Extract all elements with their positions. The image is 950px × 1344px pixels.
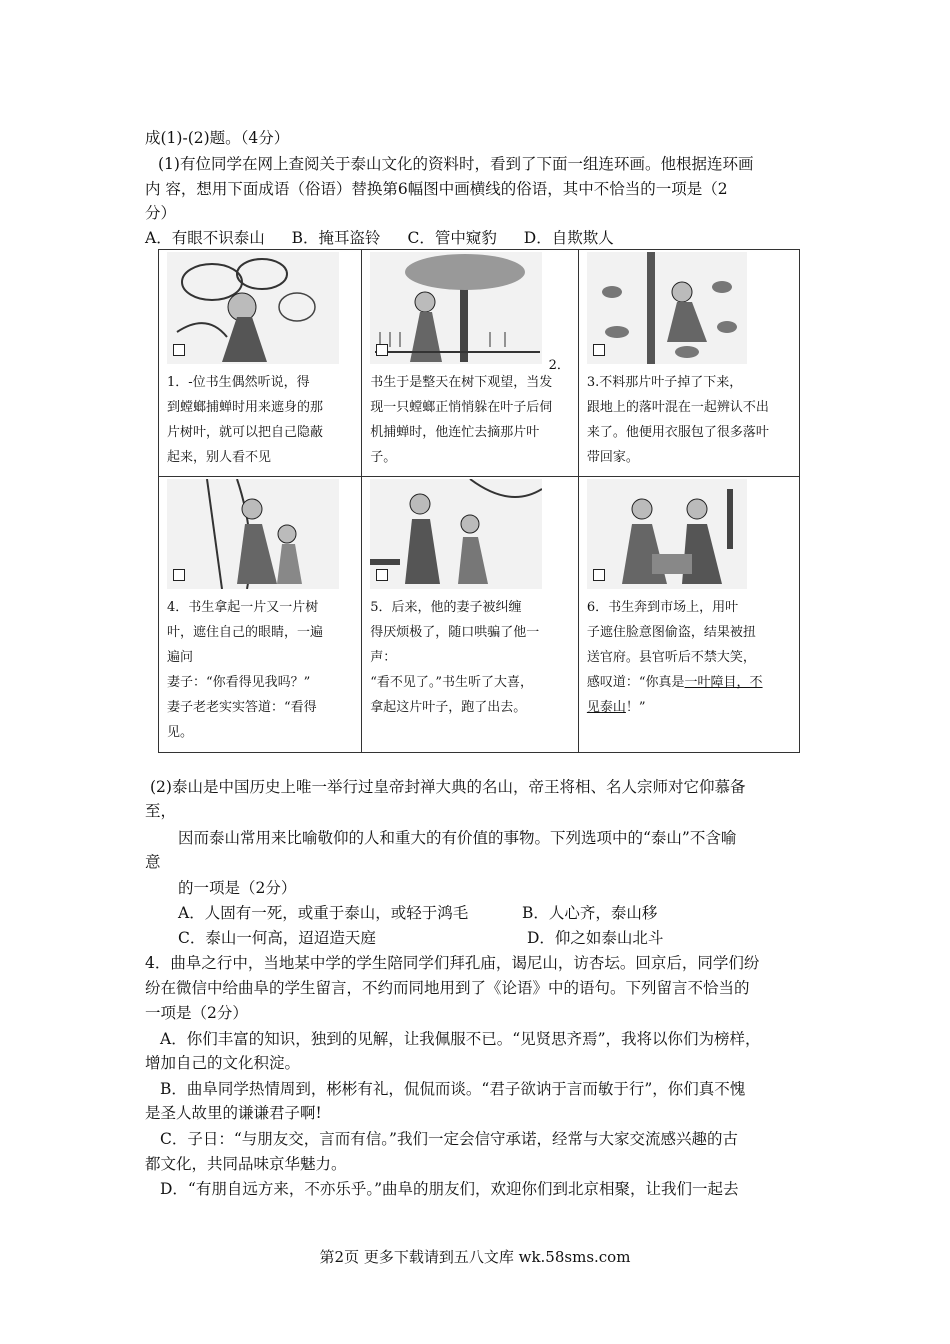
q4-option-a-line-2: 增加自己的文化积淀。 [145, 1054, 301, 1072]
panel-5-line-1: 5．后来，他的妻子被纠缠 [370, 600, 522, 615]
comic-image-6 [587, 479, 747, 589]
panel-6-line-5-post: ！” [625, 700, 646, 715]
q4-line-1: 4．曲阜之行中，当地某中学的学生陪同学们拜孔庙，谒尼山，访杏坛。回京后，同学们纷 [145, 954, 760, 972]
comic-panel-3 [578, 250, 799, 477]
intro-line: 成(1)-(2)题。（4分） [145, 129, 290, 147]
q4-option-b-line-2: 是圣人故里的谦谦君子啊! [145, 1104, 322, 1122]
q1-line-2: 内 容，想用下面成语（俗语）替换第6幅图中画横线的俗语，其中不恰当的一项是（2 [145, 180, 728, 198]
panel-1-line-1: 1．-位书生偶然听说，得 [167, 375, 310, 390]
q4-option-c-line-2: 都文化，共同品味京华魅力。 [145, 1155, 347, 1173]
comic-image-1 [167, 252, 339, 364]
q1-option-d: D．自欺欺人 [523, 229, 614, 247]
panel-4-line-3: 遍问 [167, 650, 194, 665]
q2-option-b: B．人心齐，泰山移 [522, 904, 658, 922]
q4-option-b-line-1: B．曲阜同学热情周到，彬彬有礼，侃侃而谈。“君子欲讷于言而敏于行”，你们真不愧 [160, 1080, 746, 1098]
comic-image-4 [167, 479, 339, 589]
q2-option-d: D．仰之如泰山北斗 [527, 929, 664, 947]
q2-line-3: 因而泰山常用来比喻敬仰的人和重大的有价值的事物。下列选项中的“泰山”不含喻 [178, 829, 737, 847]
panel-6-line-5 [587, 695, 791, 720]
panel-1-line-4: 起来，别人看不见 [167, 450, 272, 465]
panel-2-line-1: 书生于是整天在树下观望，当发 [370, 375, 553, 390]
comic-table [158, 249, 800, 753]
panel-4-line-1: 4．书生拿起一片又一片树 [167, 600, 319, 615]
panel-5-line-3: 声： [370, 650, 397, 665]
panel-3-line-2: 跟地上的落叶混在一起辨认不出 [586, 400, 769, 415]
panel-2-line-3: 机捕蝉时，他连忙去摘那片叶 [370, 425, 540, 440]
comic-image-3 [587, 252, 747, 364]
q1-line-3: 分） [145, 204, 177, 222]
q1-option-c: C．管中窥豹 [407, 229, 497, 247]
q1-option-a: A．有眼不识泰山 [145, 229, 265, 247]
panel-6-underlined-2: 见泰山 [586, 700, 626, 715]
panel-6-line-2: 子遮住脸意图偷盗，结果被扭 [586, 625, 756, 640]
comic-image-5 [370, 479, 542, 589]
q4-option-d-line-1: D．“有朋自远方来，不亦乐乎。”曲阜的朋友们，欢迎你们到北京相聚，让我们一起去 [160, 1180, 739, 1198]
panel-4-line-6: 见。 [167, 725, 194, 740]
comic-panel-2 [362, 250, 579, 477]
panel-1-line-2: 到螳螂捕蝉时用来遮身的那 [167, 400, 324, 415]
page-footer: 第2页 更多下载请到五八文库 wk.58sms.com [319, 1248, 631, 1266]
panel-6-line-4-pre: 感叹道：“你真是 [586, 675, 685, 690]
panel-2-line-4: 子。 [370, 450, 397, 465]
q2-line-1: (2)泰山是中国历史上唯一举行过皇帝封禅大典的名山，帝王将相、名人宗师对它仰慕备 [150, 778, 746, 796]
q2-line-4: 意 [145, 853, 161, 871]
q1-options [145, 227, 614, 249]
q2-option-a: A．人固有一死，或重于泰山，或轻于鸿毛 [178, 904, 469, 922]
comic-panel-4 [159, 477, 362, 753]
panel-6-line-1: 6．书生奔到市场上，用叶 [586, 600, 739, 615]
q4-line-2: 纷在微信中给曲阜的学生留言，不约而同地用到了《论语》中的语句。下列留言不恰当的 [145, 979, 750, 997]
q4-option-c-line-1: C．子日：“与朋友交，言而有信。”我们一定会信守承诺，经常与大家交流感兴趣的古 [160, 1130, 738, 1148]
q2-option-c: C．泰山一何高，迢迢造天庭 [178, 929, 376, 947]
panel-1-line-3: 片树叶，就可以把自己隐蔽 [167, 425, 324, 440]
comic-image-2 [370, 252, 542, 364]
panel-6-line-3: 送官府。县官听后不禁大笑， [586, 650, 756, 665]
panel-5-line-2: 得厌烦极了，随口哄骗了他一 [370, 625, 540, 640]
panel-6-line-4 [587, 670, 791, 695]
panel-4-line-4: 妻子：“你看得见我吗？” [167, 675, 311, 690]
comic-panel-5 [362, 477, 579, 753]
panel-6-underlined-1: 一叶障目，不 [684, 675, 763, 690]
q4-line-3: 一项是（2分） [145, 1004, 248, 1022]
q4-option-a-line-1: A．你们丰富的知识，独到的见解，让我佩服不已。“见贤思齐焉”，我将以你们为榜样， [160, 1030, 761, 1048]
q2-line-2: 至， [145, 802, 177, 820]
panel-3-line-3: 来了。他便用衣服包了很多落叶 [586, 425, 769, 440]
comic-panel-1 [159, 250, 362, 477]
panel-3-line-4: 带回家。 [586, 450, 639, 465]
panel-4-line-2: 叶，遮住自己的眼睛，一遍 [167, 625, 324, 640]
q1-option-b: B．掩耳盗铃 [291, 229, 381, 247]
q1-line-1: (1)有位同学在网上查阅关于泰山文化的资料时，看到了下面一组连环画。他根据连环画 [158, 155, 754, 173]
panel-2-line-2: 现一只螳螂正悄悄躲在叶子后伺 [370, 400, 553, 415]
panel-2-number: 2． [548, 358, 570, 373]
q2-line-5: 的一项是（2分） [178, 879, 297, 897]
panel-5-line-4: “看不见了。”书生听了大喜， [370, 675, 533, 690]
comic-panel-6 [578, 477, 799, 753]
panel-5-line-5: 拿起这片叶子，跑了出去。 [370, 700, 527, 715]
panel-4-line-5: 妻子老老实实答道：“看得 [167, 700, 317, 715]
panel-3-line-1: 3.不料那片叶子掉了下来， [586, 375, 743, 390]
